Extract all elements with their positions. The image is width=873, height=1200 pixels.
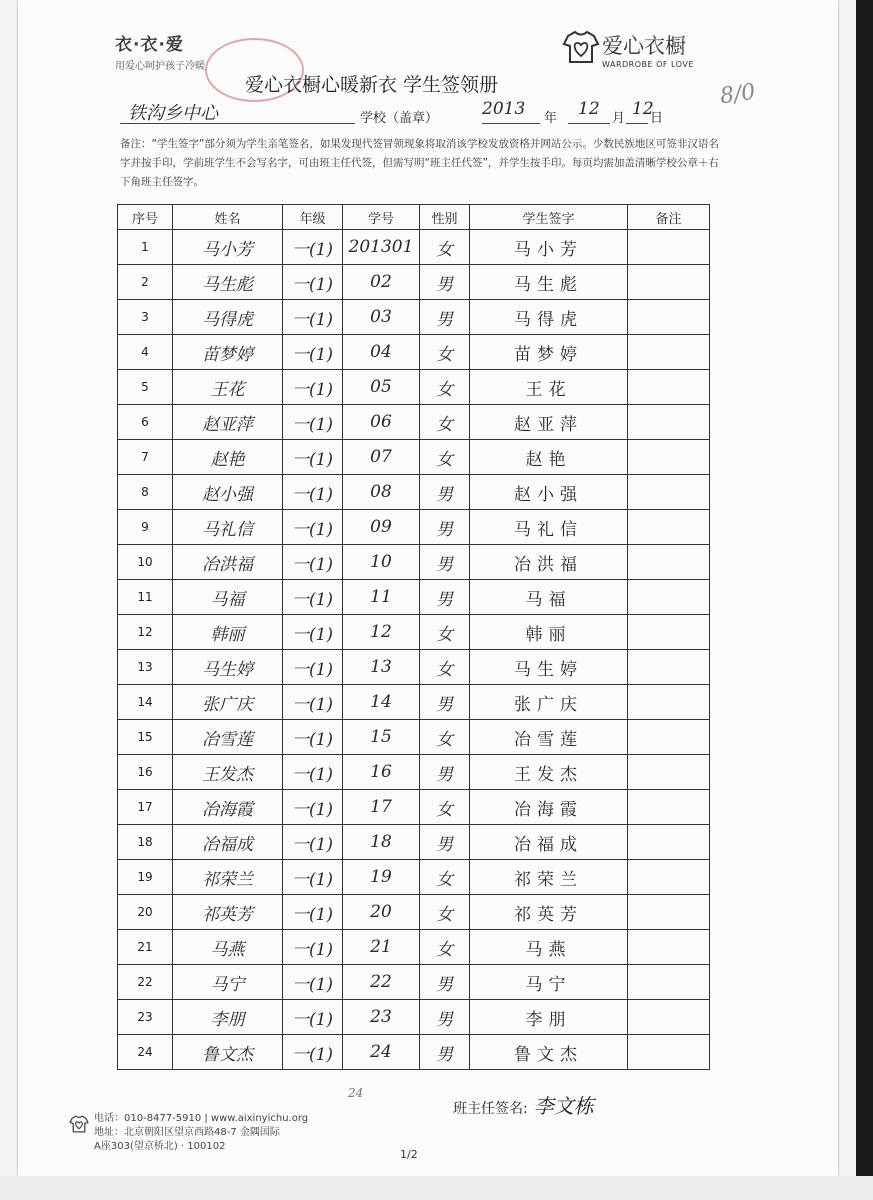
table-row (118, 860, 710, 895)
cell-seq: 24 (118, 1035, 173, 1070)
table-row (118, 825, 710, 860)
cell-name: 祁英芳 (173, 895, 283, 930)
cell-name: 马宁 (173, 965, 283, 1000)
cell-grade: 一(1) (283, 720, 343, 755)
cell-gender: 男 (420, 545, 470, 580)
cell-name: 赵亚萍 (173, 405, 283, 440)
cell-note (628, 615, 710, 650)
cell-gender: 女 (420, 650, 470, 685)
margin-note: 8/0 (718, 79, 757, 110)
cell-id: 09 (343, 510, 420, 545)
cell-id: 06 (343, 405, 420, 440)
table-row (118, 230, 710, 265)
underline (120, 123, 355, 124)
cell-signature: 冶雪莲 (470, 720, 628, 755)
table-row (118, 440, 710, 475)
column-header: 备注 (628, 205, 710, 230)
cell-grade: 一(1) (283, 755, 343, 790)
cell-note (628, 510, 710, 545)
year-value: 2013 (482, 99, 526, 119)
cell-gender: 男 (420, 510, 470, 545)
cell-id: 201301 (343, 230, 420, 265)
cell-grade: 一(1) (283, 405, 343, 440)
cell-note (628, 1000, 710, 1035)
cell-note (628, 720, 710, 755)
cell-grade: 一(1) (283, 510, 343, 545)
cell-id: 03 (343, 300, 420, 335)
cell-note (628, 440, 710, 475)
cell-name: 冶福成 (173, 825, 283, 860)
underline (482, 123, 540, 124)
underline (568, 123, 610, 124)
left-logo (115, 30, 205, 72)
cell-note (628, 370, 710, 405)
cell-id: 05 (343, 370, 420, 405)
cell-note (628, 1035, 710, 1070)
column-header: 年级 (283, 205, 343, 230)
cell-gender: 男 (420, 965, 470, 1000)
cell-grade: 一(1) (283, 265, 343, 300)
underline (626, 123, 648, 124)
cell-seq: 5 (118, 370, 173, 405)
cell-id: 11 (343, 580, 420, 615)
year-label: 年 (544, 111, 558, 126)
scan-edge (856, 0, 873, 1200)
cell-id: 10 (343, 545, 420, 580)
school-line (120, 101, 680, 127)
cell-signature: 马生婷 (470, 650, 628, 685)
footer-address: 地址：北京朝阳区望京西路48-7 金隅国际 (94, 1127, 280, 1138)
cell-gender: 男 (420, 1035, 470, 1070)
cell-signature: 赵小强 (470, 475, 628, 510)
cell-gender: 女 (420, 790, 470, 825)
cell-id: 04 (343, 335, 420, 370)
cell-gender: 女 (420, 930, 470, 965)
page-title: 爱心衣橱心暖新衣 学生签领册 (245, 74, 499, 96)
footer-phone: 电话：010-8477-5910 | www.aixinyichu.org (94, 1113, 309, 1124)
table-header-row (118, 205, 710, 230)
cell-grade: 一(1) (283, 300, 343, 335)
cell-name: 韩丽 (173, 615, 283, 650)
month-value: 12 (578, 99, 600, 119)
cell-signature: 王发杰 (470, 755, 628, 790)
cell-gender: 男 (420, 475, 470, 510)
cell-name: 张广庆 (173, 685, 283, 720)
table-row (118, 335, 710, 370)
cell-gender: 女 (420, 335, 470, 370)
table-row (118, 1000, 710, 1035)
cell-seq: 1 (118, 230, 173, 265)
heart-shirt-icon (560, 28, 602, 70)
cell-note (628, 265, 710, 300)
cell-name: 马礼信 (173, 510, 283, 545)
cell-name: 马生彪 (173, 265, 283, 300)
cell-seq: 13 (118, 650, 173, 685)
table-row (118, 475, 710, 510)
cell-grade: 一(1) (283, 370, 343, 405)
cell-seq: 20 (118, 895, 173, 930)
cell-grade: 一(1) (283, 230, 343, 265)
cell-seq: 21 (118, 930, 173, 965)
column-header: 序号 (118, 205, 173, 230)
cell-id: 17 (343, 790, 420, 825)
tally-note: 24 (348, 1086, 364, 1100)
cell-grade: 一(1) (283, 1000, 343, 1035)
cell-seq: 3 (118, 300, 173, 335)
cell-name: 冶海霞 (173, 790, 283, 825)
cell-name: 苗梦婷 (173, 335, 283, 370)
cell-name: 鲁文杰 (173, 1035, 283, 1070)
table-row (118, 790, 710, 825)
table-row (118, 1035, 710, 1070)
cell-gender: 女 (420, 720, 470, 755)
cell-signature: 赵艳 (470, 440, 628, 475)
cell-grade: 一(1) (283, 685, 343, 720)
cell-id: 23 (343, 1000, 420, 1035)
column-header: 学生签字 (470, 205, 628, 230)
cell-id: 14 (343, 685, 420, 720)
column-header: 姓名 (173, 205, 283, 230)
table-row (118, 580, 710, 615)
cell-signature: 张广庆 (470, 685, 628, 720)
cell-signature: 马宁 (470, 965, 628, 1000)
cell-seq: 8 (118, 475, 173, 510)
cell-signature: 李朋 (470, 1000, 628, 1035)
cell-gender: 女 (420, 370, 470, 405)
cell-gender: 女 (420, 440, 470, 475)
cell-id: 07 (343, 440, 420, 475)
teacher-signature: 李文栋 (533, 1094, 594, 1118)
right-logo-cn: 爱心衣橱 (602, 33, 686, 58)
cell-signature: 祁荣兰 (470, 860, 628, 895)
cell-gender: 女 (420, 230, 470, 265)
cell-id: 16 (343, 755, 420, 790)
footer-address-2: A座303(望京桥北) · 100102 (94, 1141, 226, 1152)
cell-note (628, 685, 710, 720)
cell-gender: 女 (420, 615, 470, 650)
day-label: 日 (650, 111, 664, 126)
cell-seq: 10 (118, 545, 173, 580)
cell-grade: 一(1) (283, 650, 343, 685)
cell-note (628, 650, 710, 685)
cell-signature: 祁英芳 (470, 895, 628, 930)
cell-seq: 23 (118, 1000, 173, 1035)
cell-gender: 男 (420, 685, 470, 720)
cell-name: 李朋 (173, 1000, 283, 1035)
cell-id: 24 (343, 1035, 420, 1070)
cell-seq: 18 (118, 825, 173, 860)
cell-grade: 一(1) (283, 545, 343, 580)
table-row (118, 930, 710, 965)
table-row (118, 545, 710, 580)
teacher-signature-line (453, 1090, 594, 1119)
cell-gender: 男 (420, 265, 470, 300)
cell-note (628, 475, 710, 510)
cell-note (628, 825, 710, 860)
cell-id: 22 (343, 965, 420, 1000)
left-logo-mark: 衣·衣·爱 (115, 35, 184, 55)
cell-seq: 17 (118, 790, 173, 825)
cell-signature: 马礼信 (470, 510, 628, 545)
cell-grade: 一(1) (283, 895, 343, 930)
cell-name: 王发杰 (173, 755, 283, 790)
cell-grade: 一(1) (283, 580, 343, 615)
cell-id: 12 (343, 615, 420, 650)
teacher-label: 班主任签名: (453, 1101, 528, 1117)
cell-grade: 一(1) (283, 825, 343, 860)
cell-grade: 一(1) (283, 335, 343, 370)
cell-name: 赵艳 (173, 440, 283, 475)
cell-grade: 一(1) (283, 615, 343, 650)
cell-name: 马小芳 (173, 230, 283, 265)
cell-note (628, 405, 710, 440)
cell-gender: 男 (420, 755, 470, 790)
column-header: 学号 (343, 205, 420, 230)
table-row (118, 755, 710, 790)
cell-name: 冶洪福 (173, 545, 283, 580)
cell-grade: 一(1) (283, 440, 343, 475)
cell-gender: 女 (420, 860, 470, 895)
cell-note (628, 545, 710, 580)
cell-grade: 一(1) (283, 1035, 343, 1070)
right-logo-en: WARDROBE OF LOVE (602, 59, 694, 69)
cell-signature: 韩丽 (470, 615, 628, 650)
cell-seq: 7 (118, 440, 173, 475)
cell-signature: 王花 (470, 370, 628, 405)
cell-seq: 15 (118, 720, 173, 755)
cell-note (628, 790, 710, 825)
cell-note (628, 335, 710, 370)
cell-id: 15 (343, 720, 420, 755)
cell-name: 冶雪莲 (173, 720, 283, 755)
cell-grade: 一(1) (283, 475, 343, 510)
cell-gender: 女 (420, 405, 470, 440)
table-row (118, 370, 710, 405)
cell-note (628, 860, 710, 895)
table-row (118, 615, 710, 650)
cell-id: 20 (343, 895, 420, 930)
table-row (118, 300, 710, 335)
cell-signature: 马福 (470, 580, 628, 615)
table-row (118, 720, 710, 755)
table-row (118, 510, 710, 545)
table-row (118, 965, 710, 1000)
cell-seq: 22 (118, 965, 173, 1000)
cell-signature: 冶福成 (470, 825, 628, 860)
cell-id: 13 (343, 650, 420, 685)
cell-seq: 11 (118, 580, 173, 615)
cell-signature: 马小芳 (470, 230, 628, 265)
table-row (118, 895, 710, 930)
table-row (118, 405, 710, 440)
cell-seq: 16 (118, 755, 173, 790)
sign-sheet-table (117, 204, 710, 1070)
heart-shirt-icon (68, 1112, 94, 1154)
cell-id: 21 (343, 930, 420, 965)
cell-grade: 一(1) (283, 860, 343, 895)
cell-signature: 苗梦婷 (470, 335, 628, 370)
cell-grade: 一(1) (283, 930, 343, 965)
page-number: 1/2 (400, 1148, 418, 1161)
cell-name: 王花 (173, 370, 283, 405)
cell-seq: 9 (118, 510, 173, 545)
cell-signature: 马得虎 (470, 300, 628, 335)
right-logo (560, 28, 694, 70)
cell-gender: 男 (420, 300, 470, 335)
day-value: 12 (632, 99, 654, 119)
cell-grade: 一(1) (283, 790, 343, 825)
cell-gender: 男 (420, 1000, 470, 1035)
scan-bottom (0, 1176, 873, 1200)
cell-signature: 鲁文杰 (470, 1035, 628, 1070)
cell-signature: 马生彪 (470, 265, 628, 300)
cell-seq: 12 (118, 615, 173, 650)
cell-name: 马生婷 (173, 650, 283, 685)
cell-gender: 男 (420, 580, 470, 615)
table-row (118, 650, 710, 685)
cell-seq: 14 (118, 685, 173, 720)
cell-note (628, 230, 710, 265)
cell-id: 02 (343, 265, 420, 300)
table-row (118, 265, 710, 300)
notes-text: 备注：“学生签字”部分须为学生亲笔签名，如果发现代签冒领现象将取消该学校发放资格并网站公示。少数民族地区可签非汉语名字并按手印，学前班学生不会写名字，可由班主任代签，但需写明“班主任代签”，并学生按手印。每页均需加盖清晰学校公章＋右下角班主任签字。 (120, 138, 719, 188)
school-label: 学校（盖章） (360, 111, 439, 126)
cell-seq: 19 (118, 860, 173, 895)
month-label: 月 (612, 111, 626, 126)
cell-id: 18 (343, 825, 420, 860)
cell-id: 19 (343, 860, 420, 895)
cell-note (628, 755, 710, 790)
cell-grade: 一(1) (283, 965, 343, 1000)
cell-note (628, 895, 710, 930)
cell-signature: 赵亚萍 (470, 405, 628, 440)
cell-note (628, 930, 710, 965)
column-header: 性别 (420, 205, 470, 230)
cell-seq: 2 (118, 265, 173, 300)
cell-note (628, 580, 710, 615)
school-name: 铁沟乡中心 (128, 103, 218, 124)
left-logo-slogan: 用爱心呵护孩子冷暖 (115, 61, 205, 72)
cell-gender: 女 (420, 895, 470, 930)
cell-note (628, 300, 710, 335)
cell-signature: 马燕 (470, 930, 628, 965)
cell-name: 祁荣兰 (173, 860, 283, 895)
cell-name: 赵小强 (173, 475, 283, 510)
cell-signature: 冶海霞 (470, 790, 628, 825)
cell-seq: 6 (118, 405, 173, 440)
cell-name: 马福 (173, 580, 283, 615)
table-row (118, 685, 710, 720)
footer (68, 1112, 308, 1154)
cell-note (628, 965, 710, 1000)
cell-signature: 冶洪福 (470, 545, 628, 580)
cell-name: 马得虎 (173, 300, 283, 335)
cell-seq: 4 (118, 335, 173, 370)
cell-id: 08 (343, 475, 420, 510)
cell-name: 马燕 (173, 930, 283, 965)
cell-gender: 男 (420, 825, 470, 860)
